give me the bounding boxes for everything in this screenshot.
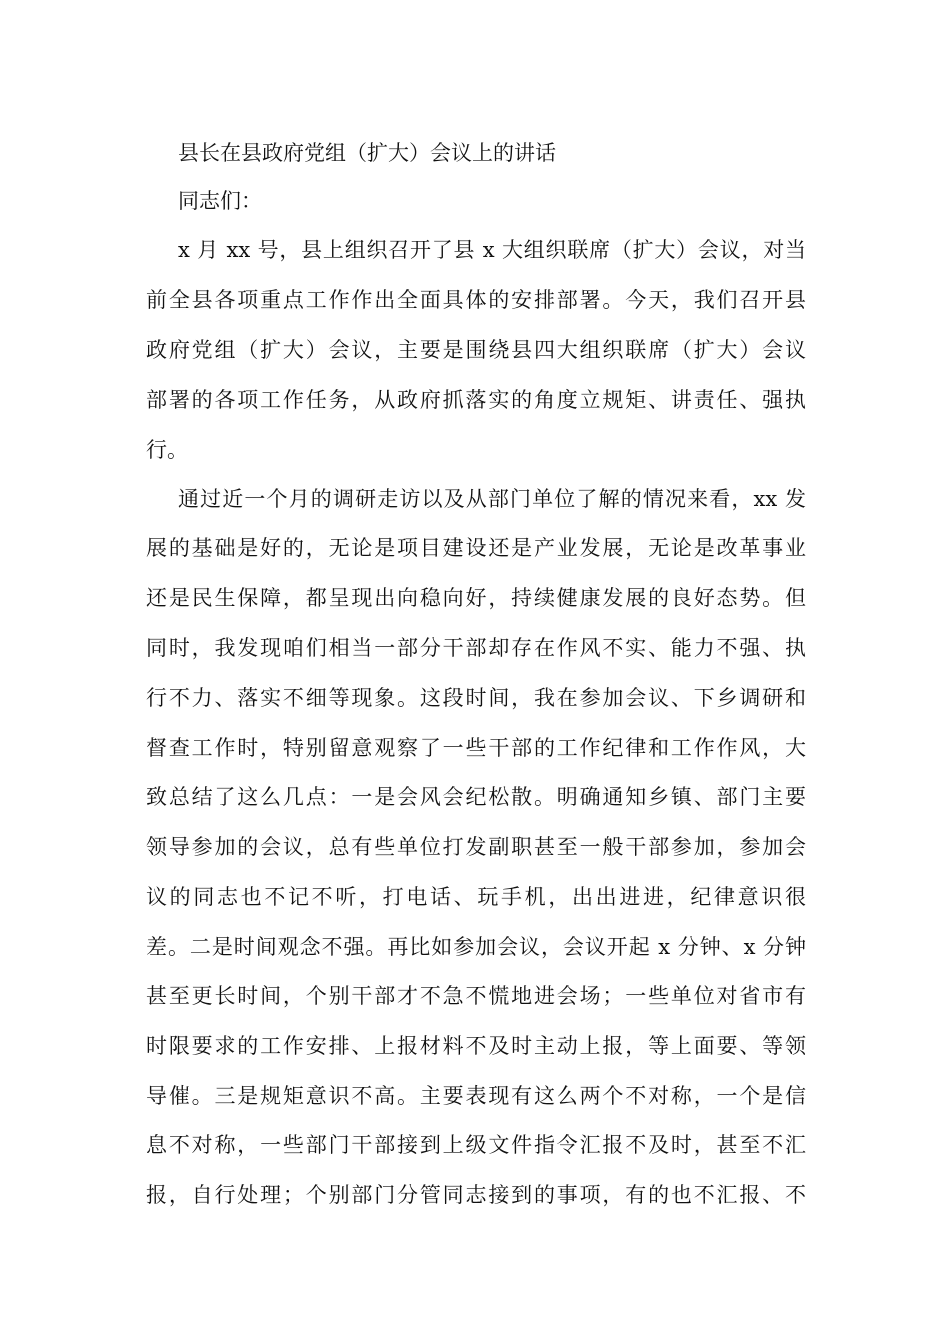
paragraph-line: 行。 xyxy=(146,438,188,462)
paragraph-line: 同时，我发现咱们相当一部分干部却存在作风不实、能力不强、执 xyxy=(146,636,806,660)
paragraph-line: 差。二是时间观念不强。再比如参加会议，会议开起 x 分钟、x 分钟 xyxy=(146,935,806,959)
document-title: 县长在县政府党组（扩大）会议上的讲话 xyxy=(178,141,556,165)
paragraph-line: 领导参加的会议，总有些单位打发副职甚至一般干部参加，参加会 xyxy=(146,835,806,859)
paragraph-line: 政府党组（扩大）会议，主要是围绕县四大组织联席（扩大）会议 xyxy=(146,338,806,362)
paragraph-line: 致总结了这么几点：一是会风会纪松散。明确通知乡镇、部门主要 xyxy=(146,785,806,809)
paragraph-line: 导催。三是规矩意识不高。主要表现有这么两个不对称，一个是信 xyxy=(146,1084,806,1108)
paragraph-line: 行不力、落实不细等现象。这段时间，我在参加会议、下乡调研和 xyxy=(146,686,806,710)
salutation: 同志们： xyxy=(178,189,262,213)
paragraph-line: 甚至更长时间，个别干部才不急不慌地进会场；一些单位对省市有 xyxy=(146,984,806,1008)
paragraph-line: 议的同志也不记不听，打电话、玩手机，出出进进，纪律意识很 xyxy=(146,885,806,909)
paragraph-line: 通过近一个月的调研走访以及从部门单位了解的情况来看，xx 发 xyxy=(178,487,806,511)
paragraph-line: 时限要求的工作安排、上报材料不及时主动上报，等上面要、等领 xyxy=(146,1034,806,1058)
paragraph-line: 督查工作时，特别留意观察了一些干部的工作纪律和工作作风，大 xyxy=(146,736,806,760)
paragraph-line: x 月 xx 号，县上组织召开了县 x 大组织联席（扩大）会议，对当 xyxy=(178,238,806,262)
paragraph-line: 部署的各项工作任务，从政府抓落实的角度立规矩、讲责任、强执 xyxy=(146,388,806,412)
paragraph-line: 息不对称，一些部门干部接到上级文件指令汇报不及时，甚至不汇 xyxy=(146,1133,806,1157)
paragraph-line: 前全县各项重点工作作出全面具体的安排部署。今天，我们召开县 xyxy=(146,288,806,312)
paragraph-line: 报，自行处理；个别部门分管同志接到的事项，有的也不汇报、不 xyxy=(146,1183,806,1207)
paragraph-line: 展的基础是好的，无论是项目建设还是产业发展，无论是改革事业 xyxy=(146,536,806,560)
paragraph-line: 还是民生保障，都呈现出向稳向好，持续健康发展的良好态势。但 xyxy=(146,586,806,610)
